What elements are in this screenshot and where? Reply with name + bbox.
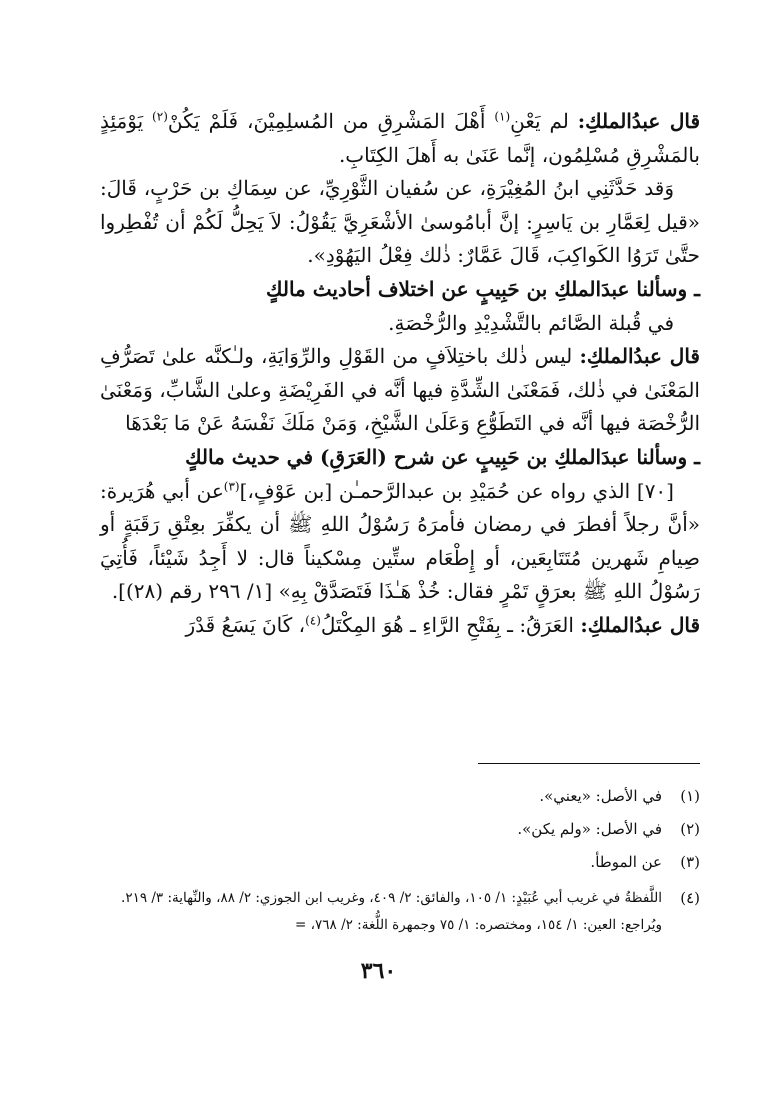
paragraph-text: لم يَعْنِ	[510, 109, 578, 133]
footnote-text: في الأصل: «يعني».	[539, 787, 662, 805]
footnote-number: (١)	[680, 787, 700, 805]
footnote-1	[100, 780, 700, 813]
section-heading-2: ـ وسألنا عبدَالملكِ بن حَبِيبٍ عن شرح (العَرَقِ) في حديث مالكٍ	[185, 444, 700, 469]
section-heading-1: ـ وسألنا عبدَالملكِ بن حَبِيبٍ عن اختلاف أحاديث مالكٍ	[266, 276, 700, 301]
speaker-label: قال عبدُالملكِ:	[580, 612, 700, 637]
footnote-2	[100, 813, 700, 846]
paragraph-5	[100, 609, 700, 643]
paragraph-1	[100, 105, 700, 172]
section-heading-1-continuation: في قُبلة الصَّائم بالتَّشْدِيْدِ والرُّخْصَةِ.	[388, 310, 674, 335]
paragraph-text: يَوْمَئِذٍ بالمَشْرِقِ مُسْلِمُون، إنَّما عَنَىٰ به أَهلَ الكِتَابِ.	[100, 109, 700, 167]
footnote-3	[100, 846, 700, 879]
footnote-4	[100, 885, 700, 939]
paragraph-4	[100, 475, 700, 609]
footnote-number: (٢)	[680, 820, 700, 838]
page-number: ٣٦٠	[360, 958, 397, 984]
paragraph-text: ، كَانَ يَسَعُ قَدْرَ	[185, 612, 306, 637]
paragraph-text: ليس ذٰلك باختِلاَفٍ من القَوْلِ والرِّوَايَةِ، ولـٰكنَّه علىٰ تَصَرُّفِ المَعْنَىٰ في ذٰلك، فَمَعْنَىٰ الشِّدَّةِ فيها أنَّه في الفَرِيْضَةِ وعلىٰ الشَّابِّ، وَمَعْنَىٰ الرُّخْصَة فيها أنَّه في التَطَوُّعِ وَعَلَىٰ الشَّيْخِ، وَمَنْ مَلَكَ نَفْسَهُ عَنْ مَا بَعْدَهَا	[100, 344, 700, 436]
main-text	[100, 105, 700, 643]
paragraph-3	[100, 340, 700, 441]
paragraph-text: أَهْلَ المَشْرِقِ من المُسلِمِيْنَ، فَلَمْ يَكُنْ	[167, 109, 495, 133]
paragraph-text: [٧٠] الذي رواه عن حُمَيْدِ بن عبدالرَّحمـٰن [بن عَوْفٍ،]	[239, 478, 674, 503]
footnotes	[100, 780, 700, 939]
footnote-ref-2: (٢)	[152, 109, 168, 124]
footnote-separator	[478, 763, 700, 764]
footnote-text: في الأصل: «ولم يكن».	[517, 820, 662, 838]
footnote-number: (٣)	[680, 853, 700, 871]
speaker-label: قال عبدُالملكِ:	[579, 344, 700, 369]
paragraph-text: عن أبي هُرَيرة: «أنَّ رجلاً أفطرَ في رمضان فأمرَهُ رَسُوْلُ اللهِ ﷺ أن يكفِّرَ بعِتْقِ رَقَبَةٍ أو صِيامِ شَهرين مُتَتَابِعَين، أو إِطْعَام ستِّين مِسْكيناً قال: لا أَجِدُ شَيْئاً، فَأُتِيَ رَسُوْلُ اللهِ ﷺ بعرَقٍ تَمْرٍ فقال: خُذْ هَـٰذَا فَتَصَدَّقْ بِهِ» [١/ ٢٩٦ رقم (٢٨)].	[100, 478, 700, 604]
paragraph-2: وَقد حَدَّثَنِي ابنُ المُغِيْرَةِ، عن سُفيان الثَّوْرِيِّ، عن سِمَاكِ بن حَرْبٍ، قَالَ: «قيل لِعَمَّارِ بن يَاسِرٍ: إنَّ أبامُوسىٰ الأشْعَرِيَّ يَقُوْلُ: لاَ يَحِلُّ لَكُمْ أن تُفْطِروا حتَّىٰ تَرَوُا الكَواكِبَ، قَالَ عَمَّارٌ: ذٰلك فِعْلُ اليَهُوْدِ».	[100, 176, 700, 268]
footnote-ref-4: (٤)	[305, 613, 321, 628]
footnote-ref-3: (٣)	[223, 478, 240, 493]
footnote-text: اللَّفظةُ في غريب أبي عُبَيْدٍ: ١/ ١٠٥، والفائق: ٢/ ٤٠٩، وغريب ابن الجوزي: ٢/ ٨٨، والنِّهاية: ٣/ ٢١٩. ويُراجع: العين: ١/ ١٥٤، ومختصره: ١/ ٧٥ وجمهرة اللُّغة: ٢/ ٧٦٨، =	[121, 890, 662, 933]
speaker-label: قال عبدُالملكِ:	[577, 109, 701, 133]
footnote-ref-1: (١)	[494, 109, 511, 124]
paragraph-text: العَرَقُ: ـ بِفَتْحِ الرَّاءِ ـ هُوَ المِكْتَلُ	[320, 612, 581, 637]
footnote-number: (٤)	[680, 889, 700, 907]
footnote-text: عن الموطأ.	[590, 853, 662, 871]
